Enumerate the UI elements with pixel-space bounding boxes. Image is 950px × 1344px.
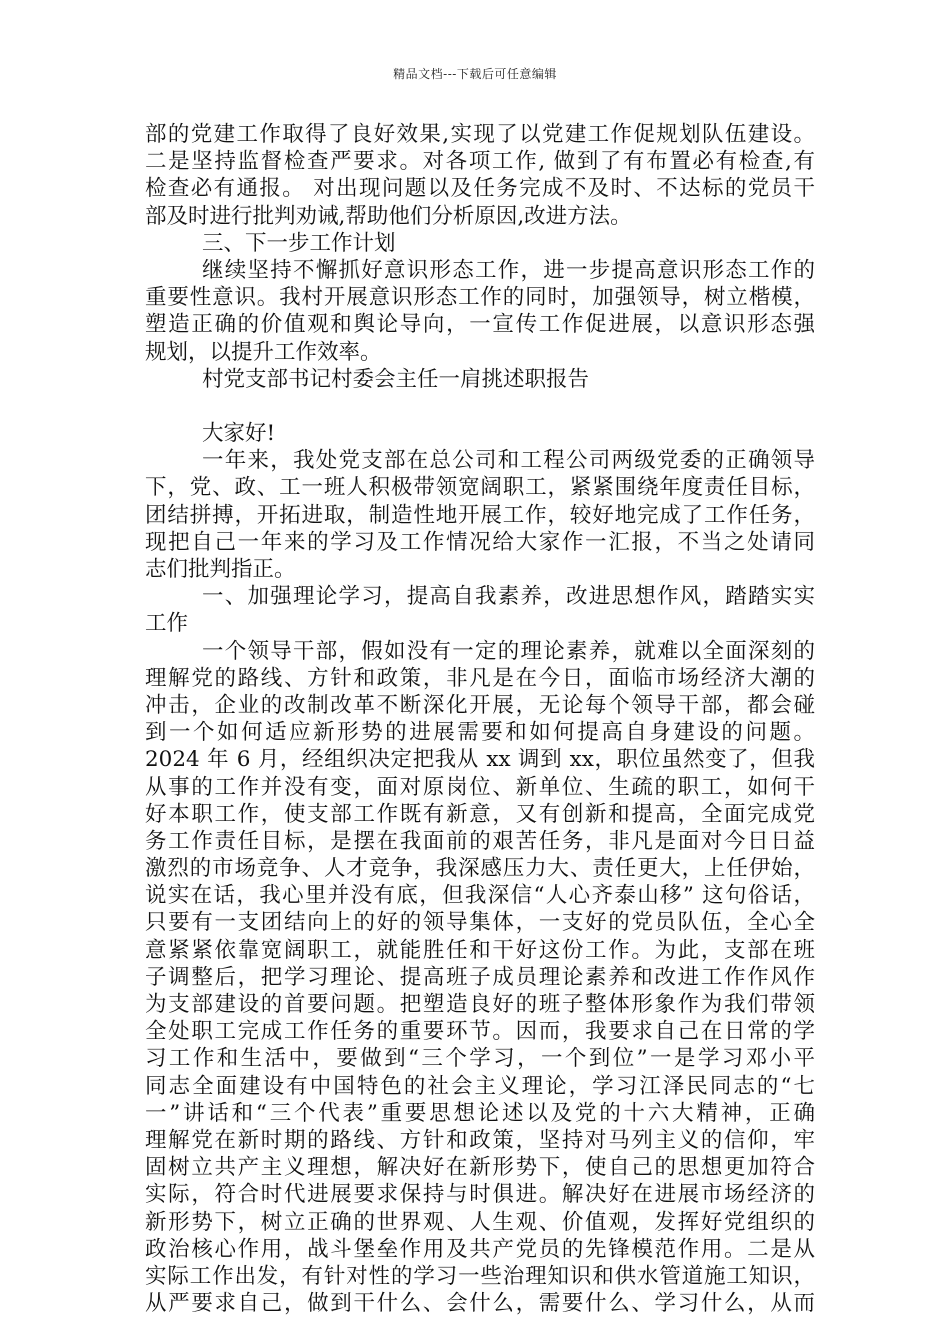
text-line: 好本职工作，使支部工作既有新意，又有创新和提高，全面完成党 <box>145 801 815 827</box>
document-body <box>145 121 815 1317</box>
text-line: 重要性意识。我村开展意识形态工作的同时，加强领导，树立楷模， <box>145 285 815 311</box>
text-line: 部的党建工作取得了良好效果,实现了以党建工作促规划队伍建设。 <box>145 122 815 147</box>
text-line: 固树立共产主义理想，解决好在新形势下，使自己的思想更加符合 <box>145 1155 815 1181</box>
section-heading: 三、下一步工作计划 <box>202 230 396 256</box>
text-line: 理解党在新时期的路线、方针和政策，坚持对马列主义的信仰，牢 <box>145 1127 815 1153</box>
text-line: 激烈的市场竞争、人才竞争，我深感压力大、责任更大，上任伊始， <box>145 856 815 882</box>
text-line: 为支部建设的首要问题。把塑造良好的班子整体形象作为我们带领 <box>145 992 815 1017</box>
text-line: 一”讲话和“三个代表”重要思想论述以及党的十六大精神，正确 <box>145 1100 815 1126</box>
text-line: 只要有一支团结向上的好的领导集体，一支好的党员队伍，全心全 <box>145 910 815 936</box>
text-line: 工作 <box>145 611 189 637</box>
blank-line <box>145 393 815 420</box>
text-line: 团结拼搏，开拓进取，制造性地开展工作，较好地完成了工作任务， <box>145 502 815 528</box>
text-line: 规划，以提升工作效率。 <box>145 339 382 365</box>
text-line: 从严要求自己，做到干什么、会什么，需要什么、学习什么，从而 <box>145 1291 815 1317</box>
text-line: 继续坚持不懈抓好意识形态工作，进一步提高意识形态工作的 <box>202 257 815 283</box>
text-line: 政治核心作用，战斗堡垒作用及共产党员的先锋模范作用。二是从 <box>145 1236 815 1262</box>
text-line: 志们批判指正。 <box>145 557 296 582</box>
text-line: 检查必有通报。 对出现问题以及任务完成不及时、不达标的党员干 <box>145 176 815 202</box>
text-line: 一年来，我处党支部在总公司和工程公司两级党委的正确领导 <box>202 448 815 474</box>
text-line: 一个领导干部，假如没有一定的理论素养，就难以全面深刻的 <box>202 638 815 664</box>
text-line: 全处职工完成工作任务的重要环节。因而，我要求自己在日常的学 <box>145 1019 815 1045</box>
text-line: 说实在话，我心里并没有底，但我深信“人心齐泰山移” 这句俗话， <box>145 883 815 909</box>
text-line: 现把自己一年来的学习及工作情况给大家作一汇报，不当之处请同 <box>145 529 815 555</box>
text-line: 二是坚持监督检查严要求。对各项工作, 做到了有布置必有检查,有 <box>145 149 815 175</box>
text-line: 一、加强理论学习，提高自我素养，改进思想作风，踏踏实实 <box>202 584 815 610</box>
text-line: 冲击，企业的改制改革不断深化开展，无论每个领导干部，都会碰 <box>145 692 815 718</box>
text-line: 塑造正确的价值观和舆论导向，一宣传工作促进展，以意识形态强 <box>145 312 815 338</box>
text-line: 习工作和生活中，要做到“三个学习，一个到位”一是学习邓小平 <box>145 1046 815 1072</box>
text-line: 子调整后，把学习理论、提高班子成员理论素养和改进工作作风作 <box>145 964 815 990</box>
text-line: 理解党的路线、方针和政策，非凡是在今日，面临市场经济大潮的 <box>145 665 815 691</box>
text-line: 实际，符合时代进展要求保持与时俱进。解决好在进展市场经济的 <box>145 1182 815 1208</box>
text-line: 同志全面建设有中国特色的社会主义理论，学习江泽民同志的“七 <box>145 1073 815 1099</box>
text-line: 新形势下，树立正确的世界观、人生观、价值观，发挥好党组织的 <box>145 1209 815 1235</box>
section-heading: 大家好! <box>202 421 276 447</box>
text-line: 务工作责任目标，是摆在我面前的艰苦任务，非凡是面对今日日益 <box>145 828 815 854</box>
page-header: 精品文档---下载后可任意编辑 <box>393 67 557 81</box>
text-line: 到一个如何适应新形势的进展需要和如何提高自身建设的问题。 <box>145 720 815 746</box>
text-line: 实际工作出发，有针对性的学习一些治理知识和供水管道施工知识， <box>145 1263 815 1289</box>
text-line: 部及时进行批判劝诫,帮助他们分析原因,改进方法。 <box>145 203 632 229</box>
text-line: 下，党、政、工一班人积极带领宽阔职工，紧紧围绕年度责任目标， <box>145 475 815 501</box>
text-line: 2024 年 6 月，经组织决定把我从 xx 调到 xx，职位虽然变了，但我 <box>145 747 815 773</box>
text-line: 从事的工作并没有变，面对原岗位、新单位、生疏的职工，如何干 <box>145 774 815 800</box>
text-line: 意紧紧依靠宽阔职工，就能胜任和干好这份工作。为此，支部在班 <box>145 937 815 963</box>
section-heading: 村党支部书记村委会主任一肩挑述职报告 <box>202 366 590 392</box>
